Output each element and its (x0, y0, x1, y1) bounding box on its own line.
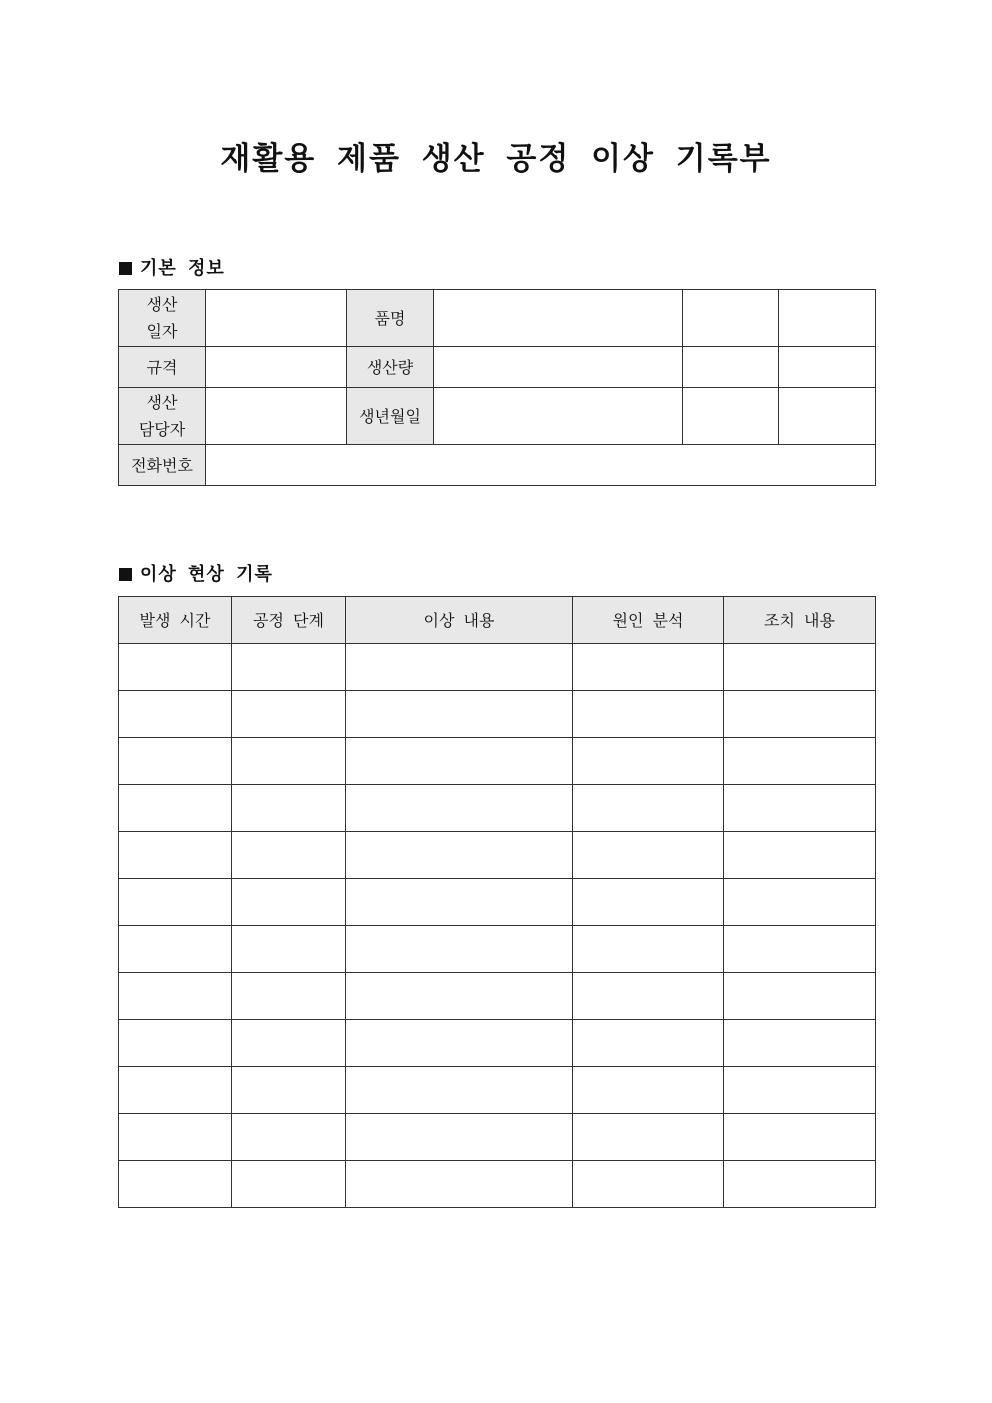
column-header-cause-analysis: 원인 분석 (573, 597, 724, 644)
table-row (119, 1161, 876, 1208)
table-row (119, 644, 876, 691)
process-stage-cell[interactable] (232, 879, 346, 926)
section-heading-abnormal-records (119, 560, 273, 586)
production-quantity-label: 생산량 (347, 347, 434, 388)
abnormal-records-table (118, 596, 876, 1208)
occurrence-time-cell[interactable] (119, 691, 232, 738)
birth-date-label: 생년월일 (347, 388, 434, 445)
occurrence-time-cell[interactable] (119, 1114, 232, 1161)
table-row (119, 973, 876, 1020)
column-header-process-stage: 공정 단계 (232, 597, 346, 644)
action-taken-cell[interactable] (724, 785, 876, 832)
abnormal-details-cell[interactable] (346, 879, 573, 926)
section-heading-basic-info (119, 254, 225, 280)
cause-analysis-cell[interactable] (573, 644, 724, 691)
production-manager-label: 생산 담당자 (119, 388, 206, 445)
basic-info-row (119, 290, 876, 347)
occurrence-time-cell[interactable] (119, 738, 232, 785)
abnormal-details-cell[interactable] (346, 926, 573, 973)
abnormal-details-cell[interactable] (346, 832, 573, 879)
cause-analysis-cell[interactable] (573, 926, 724, 973)
blank-cell[interactable] (683, 388, 779, 445)
table-row (119, 691, 876, 738)
cause-analysis-cell[interactable] (573, 1067, 724, 1114)
action-taken-cell[interactable] (724, 1161, 876, 1208)
action-taken-cell[interactable] (724, 738, 876, 785)
process-stage-cell[interactable] (232, 832, 346, 879)
table-header-row (119, 597, 876, 644)
document-title: 재활용 제품 생산 공정 이상 기록부 (220, 141, 772, 177)
process-stage-cell[interactable] (232, 785, 346, 832)
column-header-action-taken: 조치 내용 (724, 597, 876, 644)
occurrence-time-cell[interactable] (119, 785, 232, 832)
table-row (119, 738, 876, 785)
process-stage-cell[interactable] (232, 1161, 346, 1208)
cause-analysis-cell[interactable] (573, 1114, 724, 1161)
column-header-abnormal-details: 이상 내용 (346, 597, 573, 644)
blank-cell[interactable] (683, 347, 779, 388)
process-stage-cell[interactable] (232, 1114, 346, 1161)
process-stage-cell[interactable] (232, 1020, 346, 1067)
process-stage-cell[interactable] (232, 926, 346, 973)
blank-cell[interactable] (779, 388, 876, 445)
product-name-field[interactable] (434, 290, 683, 347)
action-taken-cell[interactable] (724, 879, 876, 926)
phone-number-label: 전화번호 (119, 445, 206, 486)
occurrence-time-cell[interactable] (119, 832, 232, 879)
basic-info-table (118, 289, 876, 486)
specification-label: 규격 (119, 347, 206, 388)
basic-info-row (119, 388, 876, 445)
abnormal-details-cell[interactable] (346, 1067, 573, 1114)
section-heading-label: 기본 정보 (140, 258, 225, 279)
cause-analysis-cell[interactable] (573, 785, 724, 832)
occurrence-time-cell[interactable] (119, 973, 232, 1020)
table-row (119, 1020, 876, 1067)
square-bullet-icon (119, 568, 132, 581)
occurrence-time-cell[interactable] (119, 1067, 232, 1114)
action-taken-cell[interactable] (724, 1067, 876, 1114)
occurrence-time-cell[interactable] (119, 1020, 232, 1067)
cause-analysis-cell[interactable] (573, 738, 724, 785)
abnormal-details-cell[interactable] (346, 785, 573, 832)
action-taken-cell[interactable] (724, 973, 876, 1020)
blank-cell[interactable] (779, 290, 876, 347)
cause-analysis-cell[interactable] (573, 691, 724, 738)
cause-analysis-cell[interactable] (573, 1161, 724, 1208)
action-taken-cell[interactable] (724, 1020, 876, 1067)
process-stage-cell[interactable] (232, 644, 346, 691)
occurrence-time-cell[interactable] (119, 879, 232, 926)
product-name-label: 품명 (347, 290, 434, 347)
process-stage-cell[interactable] (232, 691, 346, 738)
process-stage-cell[interactable] (232, 738, 346, 785)
basic-info-row (119, 445, 876, 486)
occurrence-time-cell[interactable] (119, 644, 232, 691)
abnormal-details-cell[interactable] (346, 691, 573, 738)
action-taken-cell[interactable] (724, 1114, 876, 1161)
action-taken-cell[interactable] (724, 926, 876, 973)
abnormal-details-cell[interactable] (346, 644, 573, 691)
action-taken-cell[interactable] (724, 691, 876, 738)
process-stage-cell[interactable] (232, 973, 346, 1020)
production-date-label: 생산 일자 (119, 290, 206, 347)
table-row (119, 1067, 876, 1114)
action-taken-cell[interactable] (724, 832, 876, 879)
table-row (119, 926, 876, 973)
abnormal-details-cell[interactable] (346, 973, 573, 1020)
production-manager-field[interactable] (206, 388, 347, 445)
cause-analysis-cell[interactable] (573, 832, 724, 879)
phone-number-field[interactable] (206, 445, 876, 486)
abnormal-details-cell[interactable] (346, 1161, 573, 1208)
section-heading-label: 이상 현상 기록 (140, 564, 273, 585)
column-header-occurrence-time: 발생 시간 (119, 597, 232, 644)
blank-cell[interactable] (683, 290, 779, 347)
abnormal-details-cell[interactable] (346, 1114, 573, 1161)
cause-analysis-cell[interactable] (573, 879, 724, 926)
production-quantity-field[interactable] (434, 347, 683, 388)
basic-info-row (119, 347, 876, 388)
production-date-field[interactable] (206, 290, 347, 347)
cause-analysis-cell[interactable] (573, 973, 724, 1020)
birth-date-field[interactable] (434, 388, 683, 445)
table-row (119, 785, 876, 832)
abnormal-details-cell[interactable] (346, 738, 573, 785)
table-row (119, 879, 876, 926)
abnormal-details-cell[interactable] (346, 1020, 573, 1067)
occurrence-time-cell[interactable] (119, 1161, 232, 1208)
abnormal-records-body (119, 644, 876, 1208)
occurrence-time-cell[interactable] (119, 926, 232, 973)
square-bullet-icon (119, 262, 132, 275)
process-stage-cell[interactable] (232, 1067, 346, 1114)
specification-field[interactable] (206, 347, 347, 388)
table-row (119, 832, 876, 879)
blank-cell[interactable] (779, 347, 876, 388)
cause-analysis-cell[interactable] (573, 1020, 724, 1067)
action-taken-cell[interactable] (724, 644, 876, 691)
table-row (119, 1114, 876, 1161)
